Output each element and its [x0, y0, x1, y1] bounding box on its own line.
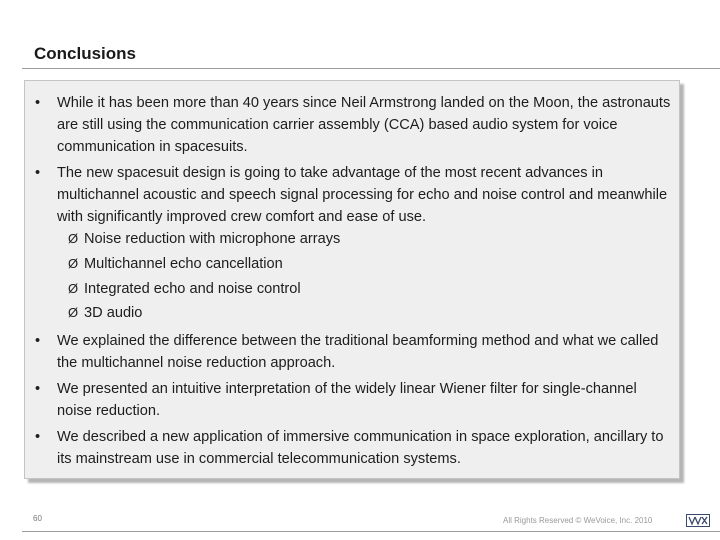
- copyright-text: All Rights Reserved © WeVoice, Inc. 2010: [503, 516, 653, 525]
- footer-divider: [22, 531, 720, 532]
- bullet-text: We explained the difference between the traditional beamforming method and what we called the multichannel noise reduction approach.: [57, 333, 659, 371]
- title-divider: [22, 68, 720, 69]
- bullet-text: We described a new application of immersive communication in space exploration, ancillary to its mainstream use in commercial telecommunication systems.: [57, 429, 664, 467]
- sub-item: [68, 253, 283, 275]
- sub-item: [68, 278, 301, 300]
- bullet-text: We presented an intuitive interpretation of the widely linear Wiener filter for single-channel noise reduction.: [57, 381, 637, 419]
- sub-item-text: 3D audio: [84, 305, 143, 321]
- sub-item-text: Noise reduction with microphone arrays: [84, 231, 341, 247]
- sub-item: [68, 302, 142, 324]
- sub-item-text: Multichannel echo cancellation: [84, 256, 283, 272]
- arrow-bullet-icon: Ø: [68, 305, 79, 320]
- bullet-dot: •: [35, 429, 41, 445]
- bullet-dot: •: [35, 165, 41, 181]
- bullet-dot: •: [35, 95, 41, 111]
- sub-item: [68, 228, 340, 250]
- bullet-dot: •: [35, 333, 41, 349]
- bullet-text: While it has been more than 40 years since Neil Armstrong landed on the Moon, the astronauts are still using the communication carrier assembly (CCA) based audio system for voice communication in spacesuits.: [57, 95, 671, 155]
- page-number: 60: [33, 514, 42, 523]
- slide-title: Conclusions: [34, 44, 137, 63]
- bullet-dot: •: [35, 381, 41, 397]
- wevoice-logo-icon: [686, 514, 710, 527]
- arrow-bullet-icon: Ø: [68, 256, 79, 271]
- sub-item-text: Integrated echo and noise control: [84, 281, 301, 297]
- content-box: [24, 80, 680, 479]
- arrow-bullet-icon: Ø: [68, 231, 79, 246]
- arrow-bullet-icon: Ø: [68, 281, 79, 296]
- bullet-text: The new spacesuit design is going to take advantage of the most recent advances in multichannel acoustic and speech signal processing for echo and noise control and meanwhile with significantly improved crew comfort and ease of use.: [57, 165, 668, 225]
